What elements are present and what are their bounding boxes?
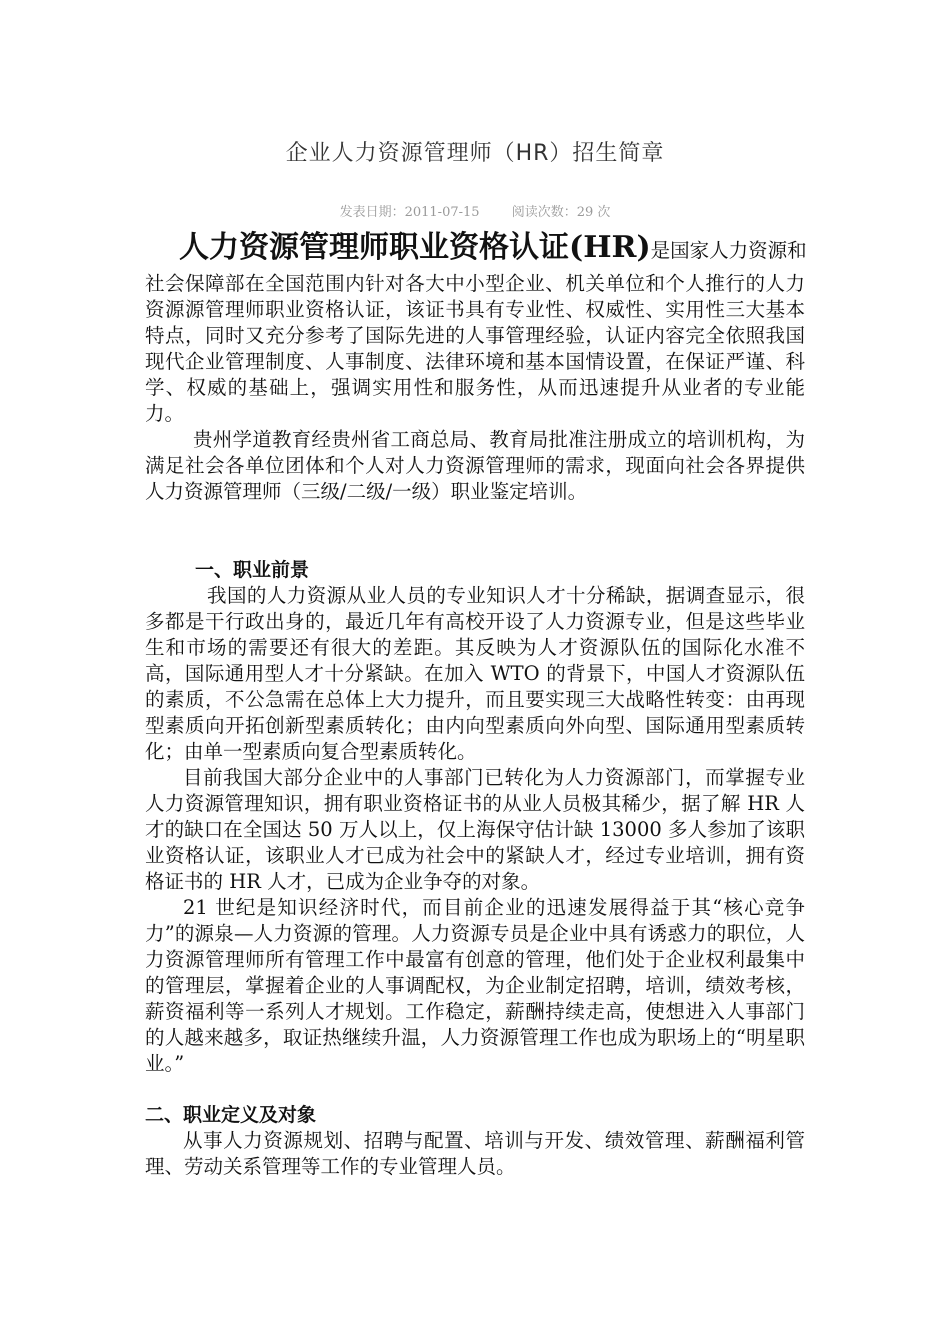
intro-paragraph: 社会保障部在全国范围内针对各大中小型企业、机关单位和个人推行的人力资源源管理师职业资格认证，该证书具有专业性、权威性、实用性三大基本特点，同时又充分参考了国际先进的人事管理经验，认证内容完全依照我国现代企业管理制度、人事制度、法律环境和基本国情设置，在保证严谨、科学、权威的基础上，强调实用性和服务性，从而迅速提升从业者的专业能力。: [145, 272, 805, 425]
read-count: 阅读次数：29 次: [511, 205, 611, 220]
lead-emphasis: 人力资源管理师职业资格认证(HR): [179, 230, 651, 265]
page-title: 企业人力资源管理师（HR）招生简章: [285, 141, 665, 166]
section1-paragraph-2: 目前我国大部分企业中的人事部门已转化为人力资源部门，而掌握专业人力资源管理知识，拥有职业资格证书的从业人员极其稀少，据了解 HR 人才的缺口在全国达 50 万人以上，仅上海保守估计缺 13000 多人参加了该职业资格认证，该职业人才已成为社会中的紧缺人才，经过专业培训，拥有资格证书的 HR 人才，已成为企业争夺的对象。: [145, 766, 805, 893]
section-heading-prospects: 一、职业前景: [195, 559, 310, 581]
intro-paragraph-2: 贵州学道教育经贵州省工商总局、教育局批准注册成立的培训机构，为满足社会各单位团体和个人对人力资源管理师的需求，现面向社会各界提供人力资源管理师（三级/二级/一级）职业鉴定培训。: [145, 428, 805, 503]
section2-paragraph-1: 从事人力资源规划、招聘与配置、培训与开发、绩效管理、薪酬福利管理、劳动关系管理等工作的专业管理人员。: [145, 1129, 805, 1178]
lead-continuation: 是国家人力资源和: [650, 239, 807, 262]
section1-paragraph-3: 21 世纪是知识经济时代，而目前企业的迅速发展得益于其“核心竞争力”的源泉—人力资源的管理。人力资源专员是企业中具有诱惑力的职位，人力资源管理师所有管理工作中最富有创意的管理，他们处于企业权利最集中的管理层，掌握着企业的人事调配权，为企业制定招聘，培训，绩效考核，薪资福利等一系列人才规划。工作稳定，薪酬持续走高，使想进入人事部门的人越来越多，取证热继续升温，人力资源管理工作也成为职场上的“明星职业。”: [145, 896, 805, 1075]
article-meta: [0, 201, 950, 220]
section-heading-definition: 二、职业定义及对象: [145, 1104, 317, 1126]
section1-paragraph-1: 我国的人力资源从业人员的专业知识人才十分稀缺，据调查显示，很多都是干行政出身的，最近几年有高校开设了人力资源专业，但是这些毕业生和市场的需要还有很大的差距。其反映为人才资源队伍的国际化水准不高，国际通用型人才十分紧缺。在加入 WTO 的背景下，中国人才资源队伍的素质，不公急需在总体上大力提升，而且要实现三大战略性转变：由再现型素质向开拓创新型素质转化；由内向型素质向外向型、国际通用型素质转化；由单一型素质向复合型素质转化。: [145, 584, 805, 763]
article-body: [145, 228, 805, 1180]
publish-date: 发表日期：2011-07-15: [339, 205, 480, 220]
lead-line: [145, 228, 805, 271]
